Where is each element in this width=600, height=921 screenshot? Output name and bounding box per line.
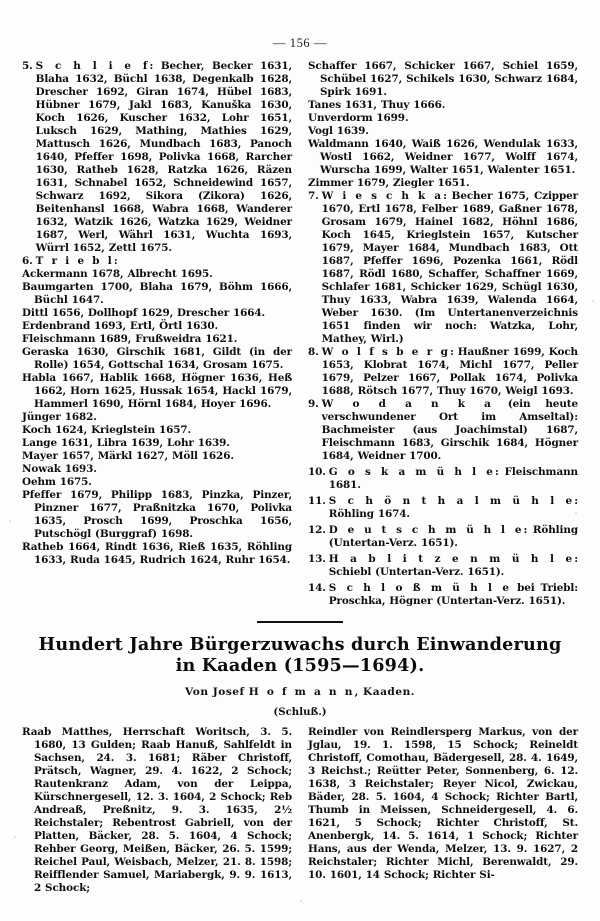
entry-body [36, 255, 292, 268]
register-entry-deutschmuehle [308, 524, 578, 550]
register-right-column [308, 60, 578, 608]
byline-prefix: Von [185, 686, 209, 699]
byline-first-name: Josef [212, 686, 245, 699]
register-left-column [22, 60, 292, 608]
place-name: G o s k a m ü h l e [328, 466, 495, 478]
place-name: D e u t s c h m ü h l e [328, 524, 524, 536]
entry-body [36, 60, 292, 255]
entry-body [322, 190, 578, 346]
article-title-line-1: Hundert Jahre Bürgerzuwachs durch Einwanderung [38, 634, 562, 656]
name-group: Zimmer 1679, Ziegler 1651. [308, 177, 470, 189]
section-divider-rule [257, 621, 343, 623]
place-name: S c h ö n t h a l m ü h l e [328, 495, 575, 507]
entry-names: Becher 1675, Czipper 1670, Ertl 1678, Felber 1689, Gaßner 1678, Grosam 1679, Hainel 1682, Höhnl 1686, Koch 1645, Krieglstein 1657, Kutscher 1679, Mayer 1684, Mundbach 1683, Ott 1687, Pfeffer 1696, Pozenka 1661, Rödl 1687, Rödl 1680, Schaffer, Schaffner 1669, Schlafer 1681, Schicker 1629, Schügl 1630, Thuy 1633, Wabra 1639, Walenda 1664, Weber 1630. (Im Untertanenverzeichnis 1651 finden wir noch: Watzka, Lohr, Mathey, Wirl.) [321, 190, 579, 345]
article-right-column [308, 726, 578, 895]
register-entry-hablitzenmuehle [308, 553, 578, 579]
entry-separator: : [574, 495, 578, 507]
entry-separator: : [443, 190, 447, 202]
entry-names: Röhling (Untertan-Verz. 1651). [328, 524, 578, 549]
entry-separator: : [449, 346, 454, 358]
name-group: Lange 1631, Libra 1639, Lohr 1639. [22, 437, 230, 449]
register-entry-triebl [22, 255, 292, 268]
entry-separator: : [149, 60, 154, 72]
article-body [0, 726, 600, 895]
article-title-line-2: in Kaaden (1595—1694). [175, 655, 425, 677]
entry-names: Fleischmann 1681. [328, 466, 578, 491]
entry-names: bei Triebl: Proschka, Högner (Untertan-Verz. 1651). [328, 582, 579, 607]
register-entry-schlief [22, 60, 292, 255]
entry-body [322, 398, 578, 463]
byline-place: , Kaaden. [354, 686, 415, 699]
surname-register [0, 60, 600, 608]
name-group: Nowak 1693. [22, 463, 97, 475]
register-entry-wieschka [308, 190, 578, 346]
entry-separator: : [113, 255, 118, 267]
entry-names: (ein heute verschwundener Ort im Amseltal): Bachmeister (aus Joachimstal) 1687, Fleischmann 1683, Girschik 1684, Högner 1684, Weidner 1700. [321, 398, 578, 462]
name-group: Tanes 1631, Thuy 1666. [308, 99, 446, 111]
name-group: Pfeffer 1679, Philipp 1683, Pinzka, Pinzer, Pinzner 1677, Praßnitzka 1670, Polivka 1635, Prosch 1699, Proschka 1656, Putschögl (Burggraf) 1698. [22, 489, 292, 540]
article-continuation-note: (Schluß.) [273, 706, 327, 719]
name-group: Vogl 1639. [308, 125, 369, 137]
entry-names: Haußner 1699, Koch 1653, Klobrat 1674, Michl 1677, Peller 1679, Pelzer 1667, Pollak 1674, Polivka 1688, Rötsch 1677, Thuy 1670, Weigl 1693. [321, 346, 578, 397]
entry-body [329, 466, 578, 492]
entry-separator: : [574, 553, 578, 565]
entry-body [329, 553, 578, 579]
register-entry-schoenthalmuehle [308, 495, 578, 521]
name-group: Fleischmann 1689, Frußweidra 1621. [22, 333, 238, 345]
article-paragraph: Reindler von Reindlersperg Markus, von der Jglau, 19. 1. 1598, 15 Schock; Reineldt Christoff, Comothau, Bädergesell, 28. 4. 1649, 3 Reichst.; Reütter Peter, Sonnenberg, 6. 12. 1638, 3 Reichstaler; Reyer Nicol, Zwickau, Bäder, 28. 5. 1604, 4 Schock; Richter Bartl, Thumb in Meissen, Schneidergesell, 4. 6. 1621, 5 Schock; Richter Christoff, St. Anenbergk, 14. 5. 1614, 1 Schock; Richter Hans, aus der Wenda, Melzer, 13. 9. 1627, 2 Reichstaler; Richter Michl, Berenwaldt, 29. 10. 1601, 14 Schock; Richter Si- [308, 726, 578, 882]
place-name: S c h l i e f [35, 60, 150, 72]
register-entry-schlossmuehle [308, 582, 578, 608]
article-byline [0, 685, 600, 700]
name-group: Unverdorm 1699. [308, 112, 409, 124]
register-entry-wolfsberg [308, 346, 578, 398]
entry-number: 13. [308, 553, 326, 565]
register-entry-wodanka [308, 398, 578, 463]
name-group: Oehm 1675. [22, 476, 92, 488]
place-name: W o d a n k a [321, 398, 493, 410]
name-group: Schaffer 1667, Schicker 1667, Schiel 1659, Schübel 1627, Schikels 1630, Schwarz 1684, Spirk 1691. [308, 60, 578, 98]
place-name: S c h l o ß m ü h l e [328, 582, 512, 594]
name-group: Baumgarten 1700, Blaha 1679, Böhm 1666, Büchl 1647. [22, 281, 292, 306]
register-entry-goskamuehle [308, 466, 578, 492]
place-name: W i e s c h k a [321, 190, 444, 202]
name-group: Mayer 1657, Märkl 1627, Möll 1626. [22, 450, 234, 462]
entry-number: 10. [308, 466, 326, 478]
article-paragraph: Raab Matthes, Herrschaft Woritsch, 3. 5. 1680, 13 Gulden; Raab Hanuß, Sahlfeldt in Sachsen, 24. 3. 1681; Räber Christoff, Prätsch, Wagner, 29. 4. 1622, 2 Schock; Rautenkranz Adam, von der Leippa, Kürschnergesell, 12. 3. 1604, 2 Schock; Reb Andreaß, Preßnitz, 9. 3. 1635, 2½ Reichstaler; Rebentrost Gabriell, von der Platten, Bäcker, 28. 5. 1604, 4 Schock; Rehber Georg, Meißen, Bäcker, 26. 5. 1599; Reichel Paul, Weisbach, Melzer, 21. 8. 1598; Reifflender Samuel, Mariabergk, 9. 9. 1613, 2 Schock; [22, 726, 292, 895]
entry-body [329, 495, 578, 521]
byline-last-name: H o f m a n n [248, 686, 355, 699]
name-group: Jünger 1682. [22, 411, 97, 423]
entry-number: 7. [308, 190, 319, 202]
entry-body [329, 582, 578, 608]
entry-names: Röhling 1674. [328, 508, 410, 520]
entry-number: 14. [308, 582, 326, 594]
entry-names: Schiebl (Untertan-Verz. 1651). [328, 566, 505, 578]
name-group: Erdenbrand 1693, Ertl, Örtl 1630. [22, 320, 218, 332]
name-group: Dittl 1656, Dollhopf 1629, Drescher 1664. [22, 307, 266, 319]
entry-number: 8. [308, 346, 319, 358]
article-title [0, 634, 600, 676]
place-name: W o l f s b e r g [321, 346, 450, 358]
entry-number: 9. [308, 398, 319, 410]
entry-separator: : [523, 524, 528, 536]
place-name: H a b l i t z e n m ü h l e [328, 553, 575, 565]
entry-number: 11. [308, 495, 326, 507]
entry-number: 12. [308, 524, 326, 536]
scan-speckle [300, 900, 302, 902]
article-left-column [22, 726, 292, 895]
name-group: Koch 1624, Krieglstein 1657. [22, 424, 191, 436]
name-group: Geraska 1630, Girschik 1681, Gildt (in der Rolle) 1654, Gottschal 1634, Grosam 1675. [22, 346, 292, 371]
place-name: T r i e b l [35, 255, 114, 267]
entry-number: 5. [22, 60, 33, 72]
entry-body [329, 524, 578, 550]
name-group: Ackermann 1678, Albrecht 1695. [22, 268, 213, 280]
entry-number: 6. [22, 255, 33, 267]
entry-separator: : [494, 466, 499, 478]
page-number: — 156 — [272, 36, 328, 50]
name-group: Habla 1667, Hablik 1668, Högner 1636, Heß 1662, Horn 1625, Hussak 1654, Hackl 1679, Hammerl 1690, Hörnl 1684, Hoyer 1696. [22, 372, 292, 410]
name-group: Waldmann 1640, Waiß 1626, Wendulak 1633, Wostl 1662, Weidner 1677, Wolff 1674, Wurscha 1699, Walter 1651, Walenter 1651. [308, 138, 578, 176]
entry-body [322, 346, 578, 398]
name-group: Ratheb 1664, Rindt 1636, Rieß 1635, Röhling 1633, Ruda 1645, Rudrich 1624, Ruhr 1654. [22, 541, 292, 566]
entry-names: Becher, Becker 1631, Blaha 1632, Büchl 1638, Degenkalb 1628, Drescher 1692, Giran 1674, Hübel 1683, Hübner 1679, Jakl 1683, Kanuška 1630, Koch 1626, Kuscher 1632, Lohr 1651, Luksch 1629, Mathing, Mathies 1629, Mattusch 1626, Mundbach 1683, Panoch 1640, Pfeffer 1698, Polivka 1668, Rarcher 1630, Ratheb 1628, Ratzka 1626, Räzen 1631, Schnabel 1652, Schneidewind 1657, Schwarz 1692, Sikora (Zikora) 1626, Beitenhansl 1668, Wabra 1668, Wanderer 1632, Watzik 1626, Watzka 1629, Weidner 1687, Werl, Währl 1631, Wuchta 1693, Würrl 1652, Zettl 1675. [35, 60, 293, 254]
